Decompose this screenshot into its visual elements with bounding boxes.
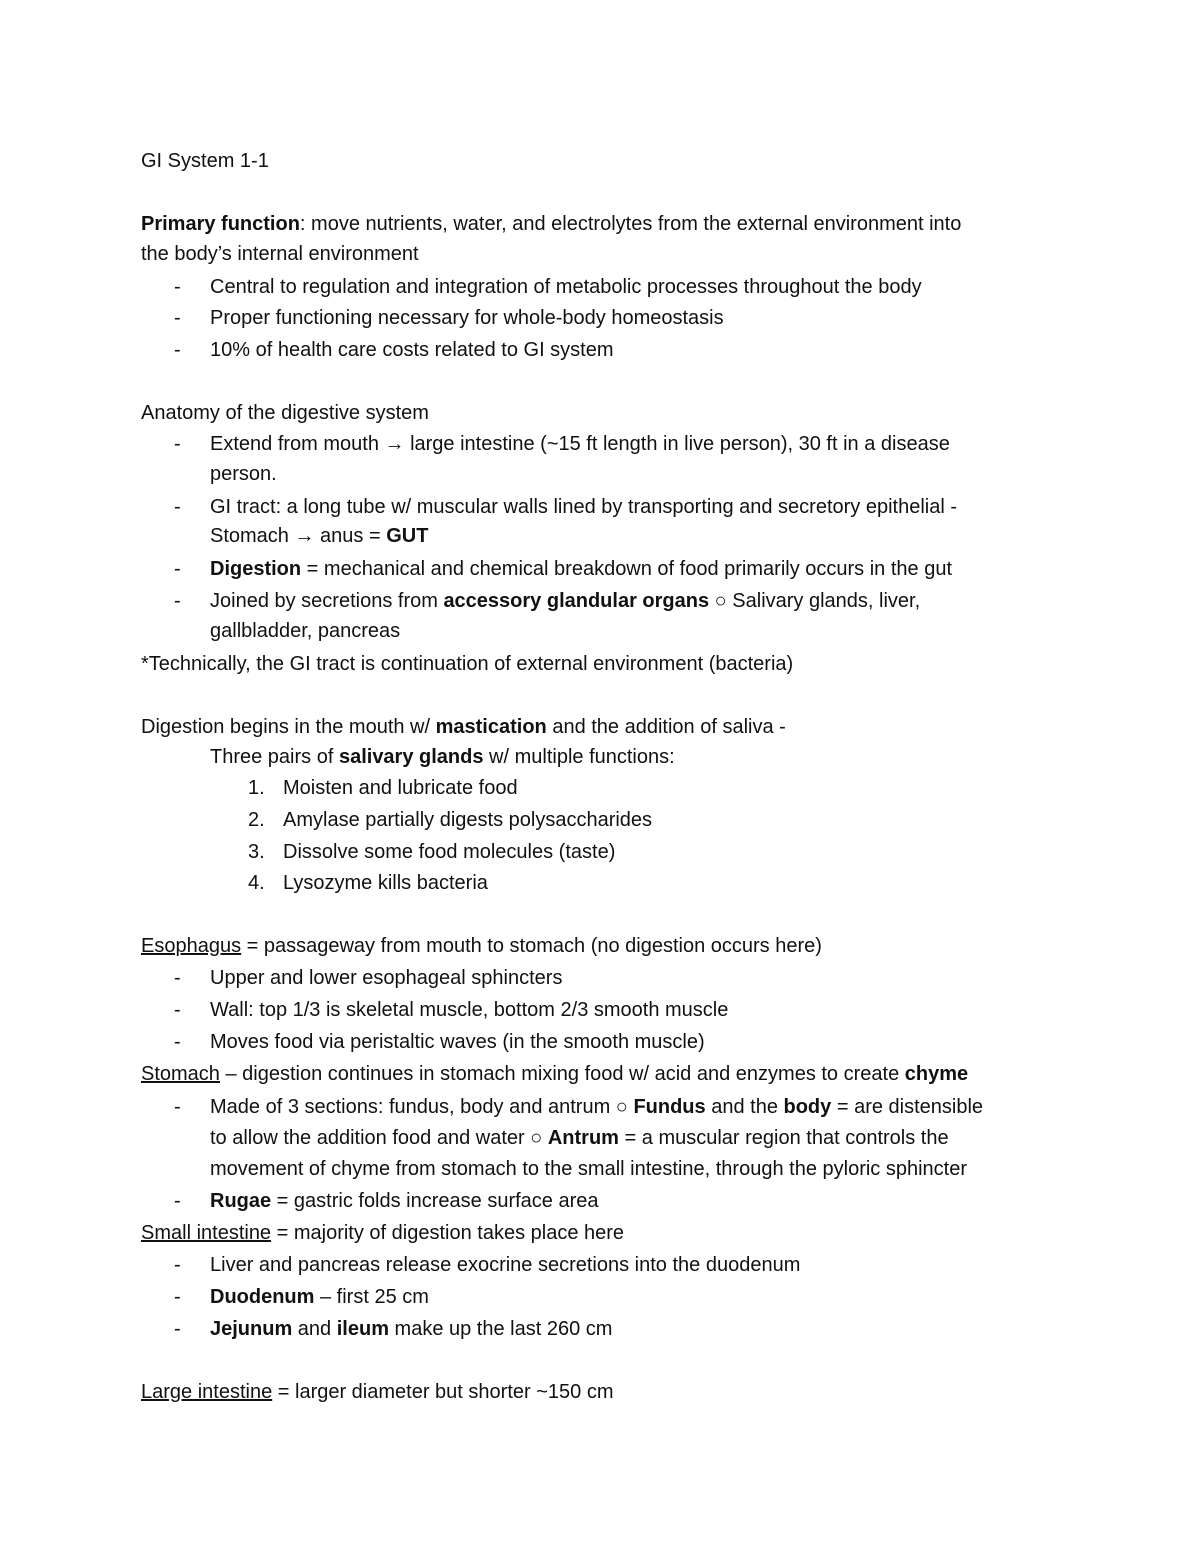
bullet-dash: - [174,307,181,329]
bullet-dash: - [174,433,181,455]
esophagus-heading: Esophagus = passageway from mouth to stomach (no digestion occurs here) [141,935,822,957]
mouth-heading: Digestion begins in the mouth w/ mastication and the addition of saliva - [141,716,786,738]
stomach-bullet-2: Rugae = gastric folds increase surface area [210,1190,599,1212]
primary-function-label: Primary function [141,213,300,235]
anatomy-bullet-4: Joined by secretions from accessory glandular organs ○ Salivary glands, liver, [210,590,921,612]
anatomy-bullet-2: GI tract: a long tube w/ muscular walls lined by transporting and secretory epithelial - [210,496,958,518]
bullet-dash: - [174,276,181,298]
rugae-term: Rugae [210,1190,272,1212]
list-item: Amylase partially digests polysaccharides [283,809,653,831]
bullet-dash: - [174,1254,181,1276]
esophagus-term: Esophagus [141,935,242,957]
anatomy-bullet-1: Extend from mouth → large intestine (~15 ft length in live person), 30 ft in a disease [210,433,950,455]
stomach-bullet-1-cont: to allow the addition food and water ○ Antrum = a muscular region that controls the [210,1127,949,1149]
primary-bullet-3: 10% of health care costs related to GI system [210,339,614,361]
gut-term: GUT [386,525,429,547]
body-term: body [783,1096,832,1118]
bullet-dash: - [174,1031,181,1053]
list-number: 3. [248,841,265,863]
large-intestine-heading: Large intestine = larger diameter but shorter ~150 cm [141,1381,614,1403]
stomach-bullet-1: Made of 3 sections: fundus, body and antrum ○ Fundus and the body = are distensible [210,1096,984,1118]
fundus-term: Fundus [633,1096,706,1118]
small-intestine-bullet-1: Liver and pancreas release exocrine secretions into the duodenum [210,1254,801,1276]
small-intestine-bullet-2: Duodenum – first 25 cm [210,1286,429,1308]
list-item: Moisten and lubricate food [283,777,518,799]
antrum-term: Antrum [547,1127,619,1149]
ileum-term: ileum [336,1318,389,1340]
anatomy-bullet-4-cont: gallbladder, pancreas [210,620,401,642]
anatomy-heading: Anatomy of the digestive system [141,402,429,424]
list-item: Dissolve some food molecules (taste) [283,841,616,863]
small-intestine-term: Small intestine [141,1222,272,1244]
jejunum-term: Jejunum [210,1318,293,1340]
stomach-bullet-1-cont-2: movement of chyme from stomach to the small intestine, through the pyloric sphincter [210,1158,968,1180]
bullet-dash: - [174,1190,181,1212]
bullet-dash: - [174,339,181,361]
esophagus-bullet-2: Wall: top 1/3 is skeletal muscle, bottom 2/3 smooth muscle [210,999,729,1021]
salivary-glands-line: Three pairs of salivary glands w/ multiple functions: [210,746,675,768]
bullet-dash: - [174,496,181,518]
primary-function-line-2: the body’s internal environment [141,243,419,265]
stomach-heading: Stomach – digestion continues in stomach mixing food w/ acid and enzymes to create chyme [141,1063,969,1085]
small-intestine-bullet-3: Jejunum and ileum make up the last 260 cm [210,1318,613,1340]
mastication-term: mastication [435,716,547,738]
accessory-organs-term: accessory glandular organs [443,590,710,612]
bullet-dash: - [174,1096,181,1118]
bullet-dash: - [174,558,181,580]
primary-bullet-1: Central to regulation and integration of metabolic processes throughout the body [210,276,922,298]
list-number: 1. [248,777,265,799]
list-item: Lysozyme kills bacteria [283,872,488,894]
stomach-term: Stomach [141,1063,220,1085]
list-number: 4. [248,872,265,894]
esophagus-bullet-3: Moves food via peristaltic waves (in the smooth muscle) [210,1031,705,1053]
esophagus-bullet-1: Upper and lower esophageal sphincters [210,967,563,989]
primary-function-line: Primary function: move nutrients, water, and electrolytes from the external environment into [141,213,962,235]
chyme-term: chyme [904,1063,969,1085]
large-intestine-term: Large intestine [141,1381,273,1403]
bullet-dash: - [174,967,181,989]
digestion-term: Digestion [210,558,302,580]
anatomy-bullet-1-cont: person. [210,463,277,485]
list-number: 2. [248,809,265,831]
bullet-dash: - [174,999,181,1021]
anatomy-bullet-3: Digestion = mechanical and chemical breakdown of food primarily occurs in the gut [210,558,953,580]
primary-bullet-2: Proper functioning necessary for whole-body homeostasis [210,307,724,329]
anatomy-bullet-2-cont: Stomach → anus = GUT [210,525,429,547]
bullet-dash: - [174,1318,181,1340]
anatomy-note: *Technically, the GI tract is continuation of external environment (bacteria) [141,653,794,675]
bullet-dash: - [174,590,181,612]
salivary-glands-term: salivary glands [338,746,484,768]
bullet-dash: - [174,1286,181,1308]
duodenum-term: Duodenum [210,1286,315,1308]
document-title: GI System 1-1 [141,150,269,172]
small-intestine-heading: Small intestine = majority of digestion takes place here [141,1222,625,1244]
